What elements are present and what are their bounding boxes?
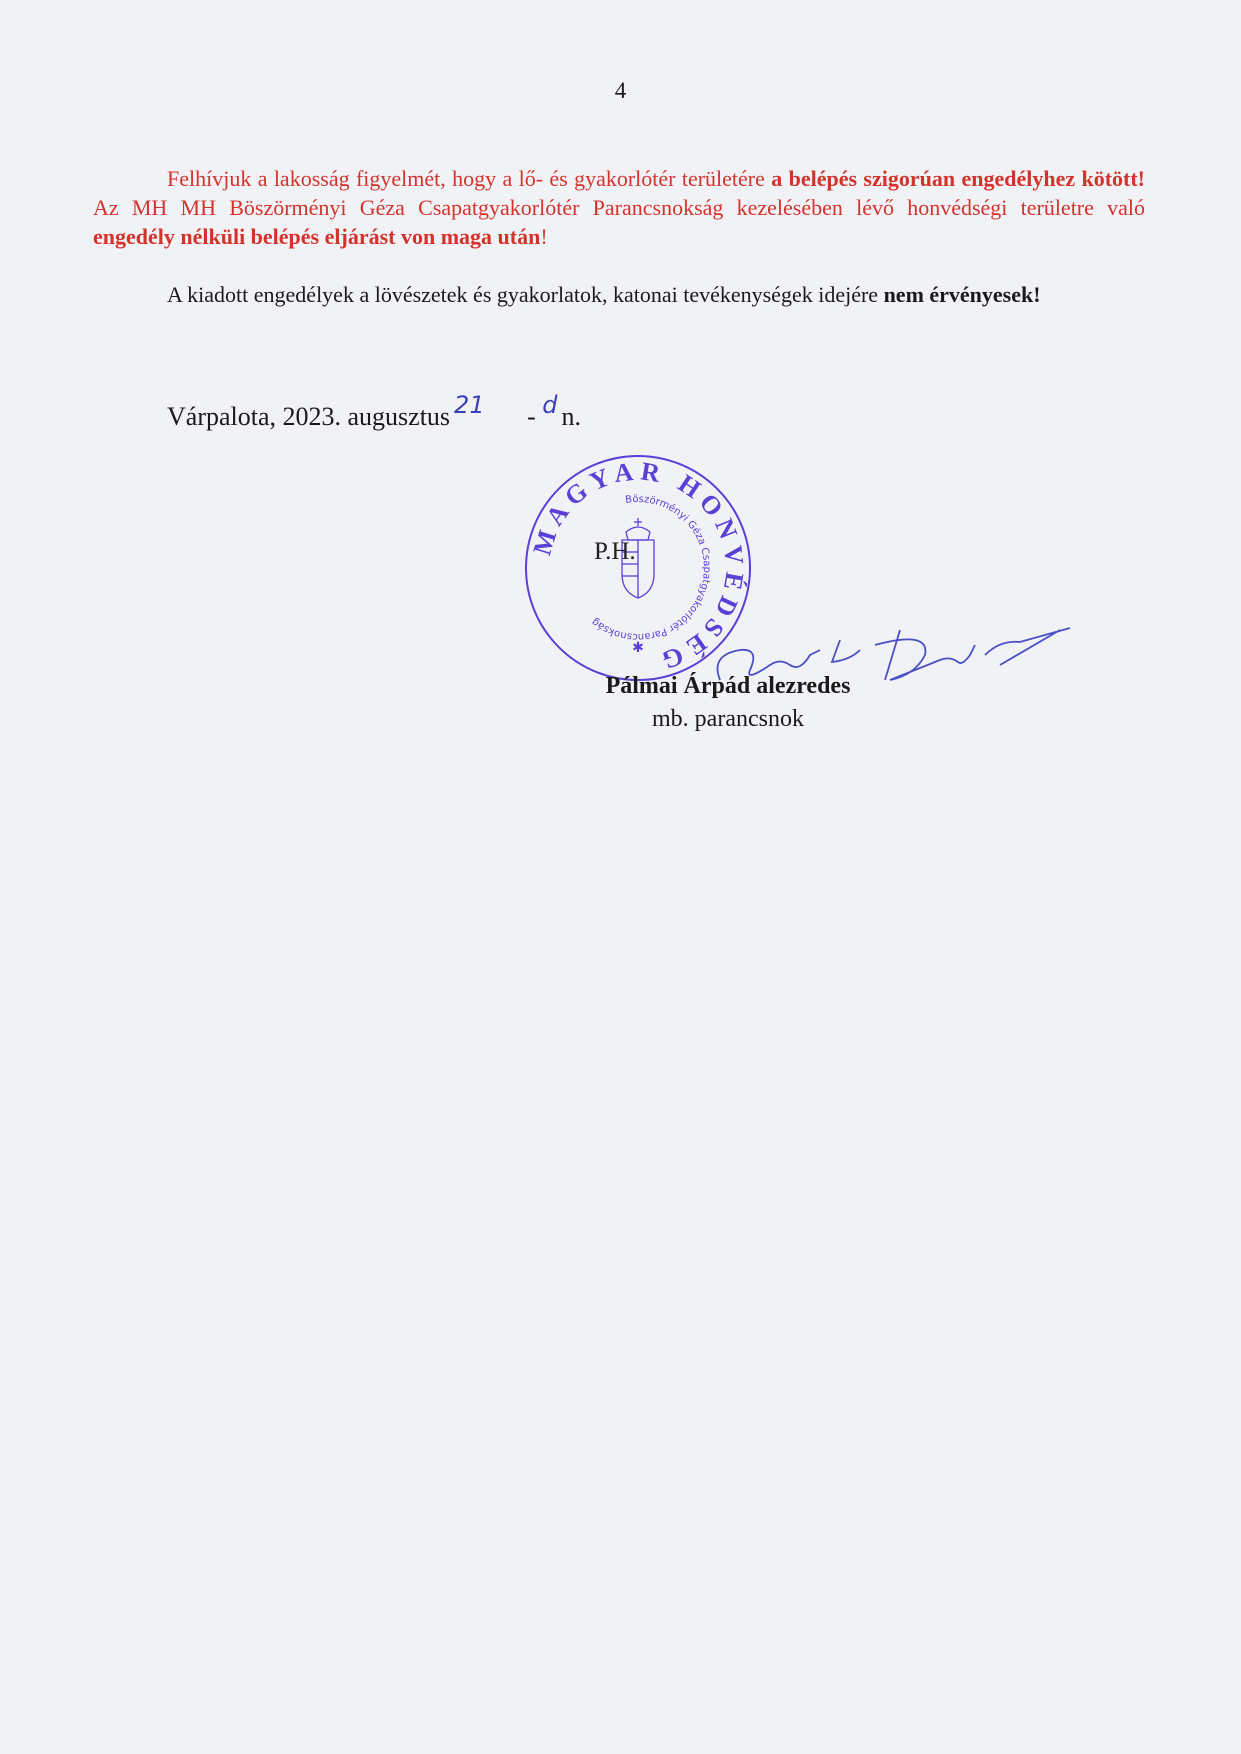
stamp-outer-text: MAGYAR HONVÉDSÉG <box>527 456 750 678</box>
warning-text-2: Az MH MH Böszörményi Géza Csapatgyakorlótér Parancsnokság kezelésében lévő honvédségi területre való <box>93 195 1145 220</box>
warning-bold-1: a belépés szigorúan engedélyhez kötött! <box>771 166 1146 191</box>
place-date-text: Várpalota, 2023. augusztus <box>167 402 451 431</box>
permits-paragraph <box>93 280 1145 309</box>
place-date-line <box>167 391 581 432</box>
warning-text-1: Felhívjuk a lakosság figyelmét, hogy a lő- és gyakorlótér területére <box>167 166 772 191</box>
handwritten-day: 21 <box>454 391 485 419</box>
date-dash: - <box>527 402 536 431</box>
stamp-inner-text: Böszörményi Géza Csapatgyakorlótér Parancsnokság <box>589 493 713 643</box>
page-number: 4 <box>614 78 627 103</box>
warning-bold-2: engedély nélküli belépés eljárást von maga után <box>93 224 541 249</box>
warning-text-3: ! <box>540 224 548 249</box>
warning-paragraph <box>93 164 1145 251</box>
permits-bold: nem érvényesek! <box>883 282 1041 307</box>
ph-label: P.H. <box>594 538 636 565</box>
signer-name: Pálmai Árpád alezredes <box>605 673 851 699</box>
handwritten-extra: d <box>542 391 558 419</box>
signer-title: mb. parancsnok <box>652 706 804 732</box>
permits-text: A kiadott engedélyek a lövészetek és gyakorlatok, katonai tevékenységek idejére <box>167 282 884 307</box>
stamp-star-icon: ✱ <box>632 640 644 656</box>
date-suffix: n. <box>561 402 581 431</box>
